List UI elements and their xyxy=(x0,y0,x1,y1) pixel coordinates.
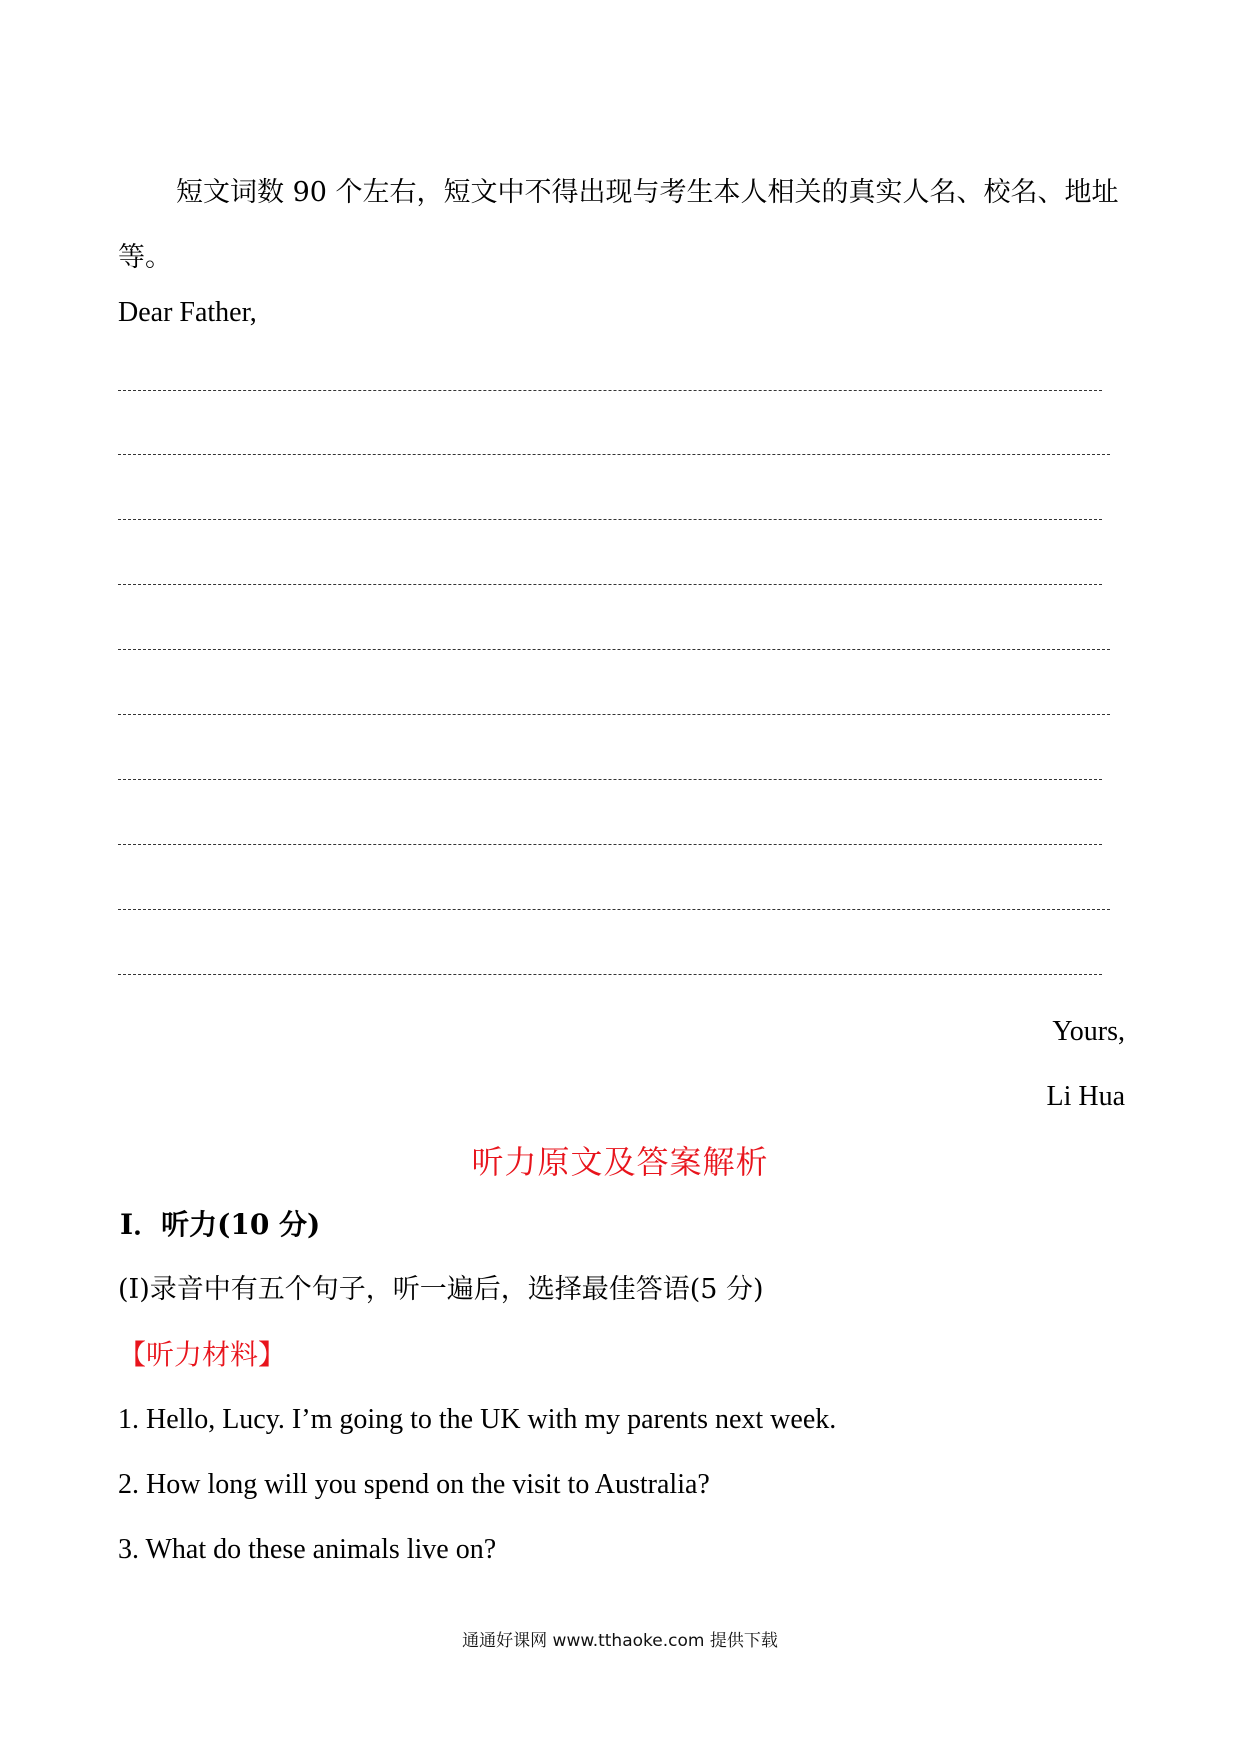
part-instruction: (Ⅰ)录音中有五个句子，听一遍后，选择最佳答语(5 分) xyxy=(118,1274,764,1305)
material-label: 【听力材料】 xyxy=(118,1338,287,1371)
instruction-paragraph: 短文词数 90 个左右，短文中不得出现与考生本人相关的真实人名、校名、地址等。 xyxy=(118,177,1119,273)
letter-salutation: Dear Father, xyxy=(118,297,257,328)
letter-closing: Yours, xyxy=(1052,1016,1125,1047)
listening-item: 2. How long will you spend on the visit to Australia? xyxy=(118,1469,710,1500)
section-title: 听力原文及答案解析 xyxy=(471,1143,769,1181)
listening-item: 3. What do these animals live on? xyxy=(118,1534,497,1565)
writing-line xyxy=(118,649,1110,650)
writing-line xyxy=(118,844,1102,845)
writing-line xyxy=(118,909,1110,910)
writing-line xyxy=(118,974,1102,975)
writing-line xyxy=(118,519,1102,520)
letter-signature: Li Hua xyxy=(1046,1081,1125,1112)
writing-line xyxy=(118,714,1110,715)
listening-item: 1. Hello, Lucy. I’m going to the UK with my parents next week. xyxy=(118,1404,837,1435)
writing-line xyxy=(118,584,1102,585)
writing-line xyxy=(118,454,1110,455)
writing-line xyxy=(118,390,1102,391)
writing-line xyxy=(118,779,1102,780)
part-heading: Ⅰ．听力(10 分) xyxy=(120,1208,321,1241)
page-footer: 通通好课网 www.tthaoke.com 提供下载 xyxy=(462,1631,778,1651)
